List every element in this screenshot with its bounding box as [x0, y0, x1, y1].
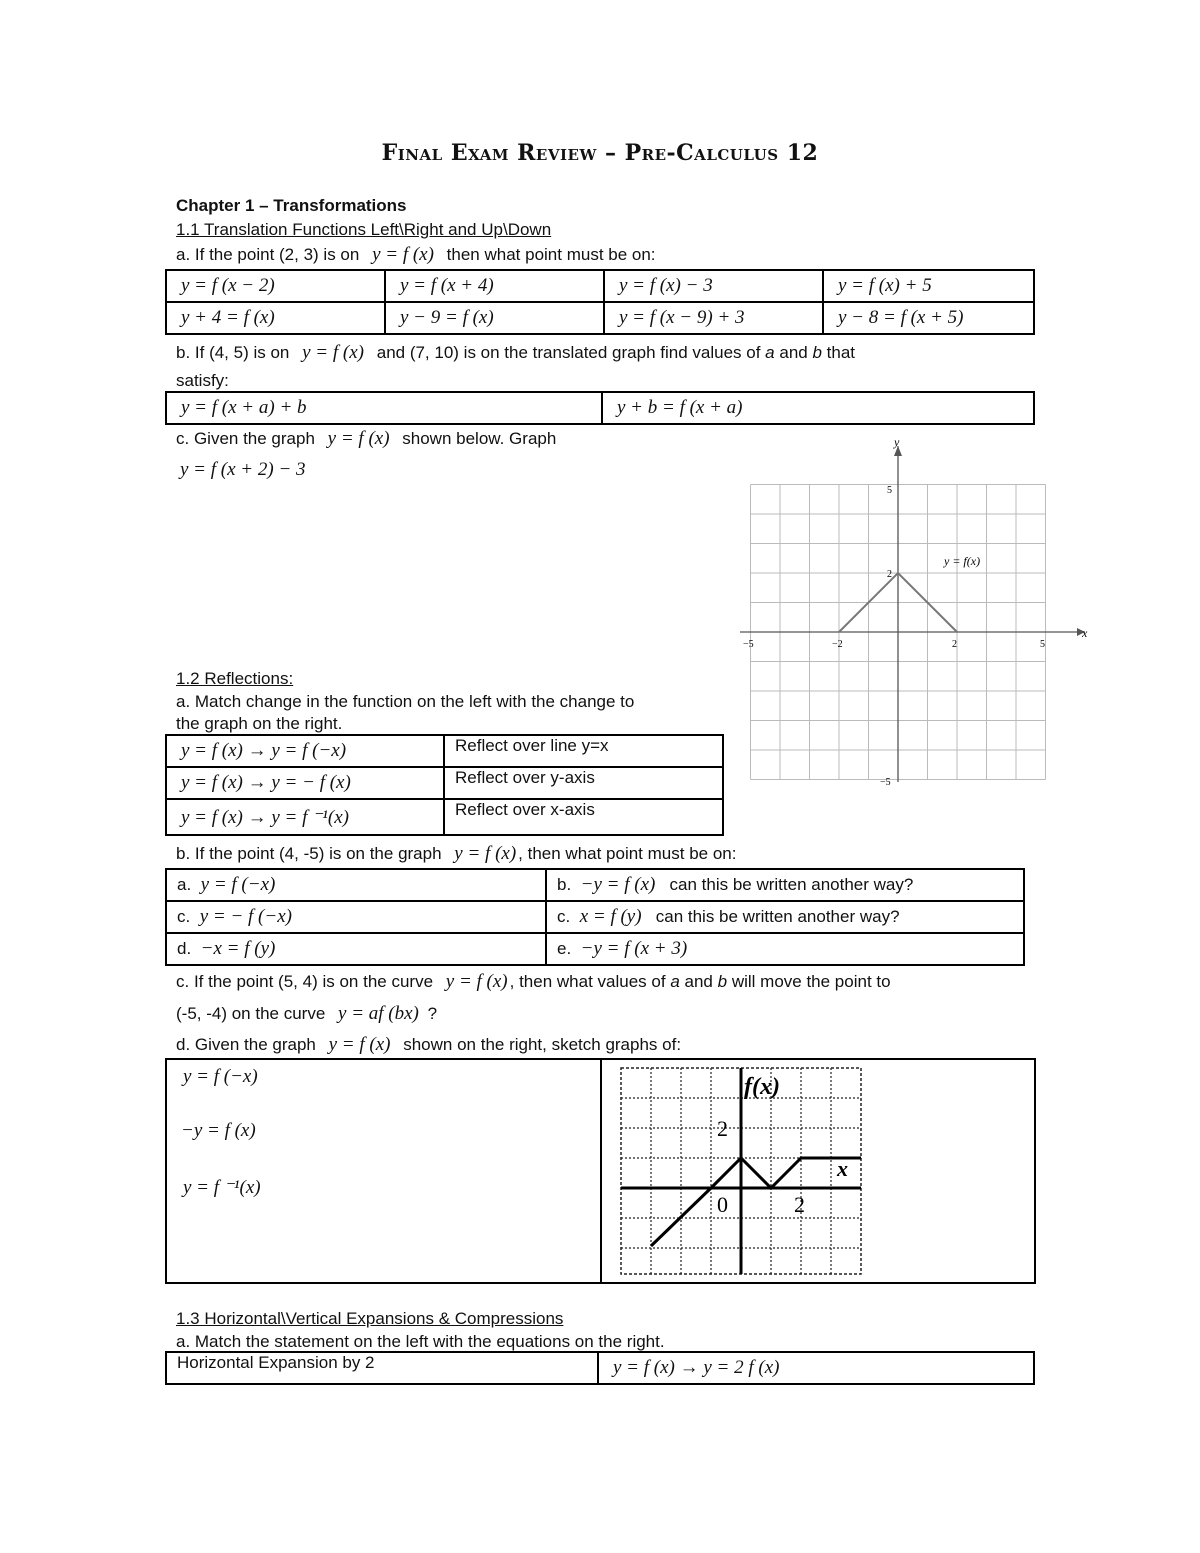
table-cell: Reflect over line y=x: [444, 735, 723, 767]
tick-label: 2: [952, 639, 957, 650]
y-axis-label: y: [894, 435, 900, 449]
table-cell: y − 9 = f (x): [385, 302, 604, 334]
table-cell: y = f (x + a) + b: [166, 392, 602, 424]
question-text: and: [684, 972, 713, 991]
question-text: that: [826, 343, 856, 362]
section-1-3-heading: 1.3 Horizontal\Vertical Expansions & Compressions: [176, 1309, 564, 1328]
section-1-1-heading: 1.1 Translation Functions Left\Right and Up\Down: [176, 220, 552, 239]
equation: y = f (x): [328, 1034, 391, 1055]
equation: y = f (−x): [200, 874, 276, 895]
tick-label: 2: [887, 569, 892, 580]
table-cell: [546, 869, 1024, 901]
question-text: , then what values of: [509, 972, 666, 991]
tick-label: −2: [832, 639, 843, 650]
question-1-2-c: [176, 971, 891, 993]
sketch-item: y = f ⁻¹(x): [183, 1177, 261, 1198]
function-label: f(x): [744, 1074, 780, 1100]
table-cell: y = f (x) − 3: [604, 270, 823, 302]
question-text: satisfy:: [176, 371, 229, 390]
table-cell: y − 8 = f (x + 5): [823, 302, 1034, 334]
question-text: a. Match change in the function on the left with the change to: [176, 692, 635, 711]
question-text: c. Given the graph: [176, 429, 315, 448]
item-label: a.: [177, 875, 192, 894]
equation: −x = f (y): [200, 938, 276, 959]
equation: x = f (y): [579, 906, 642, 927]
tick-label: 5: [1040, 639, 1045, 650]
question-1-1-a: [176, 244, 656, 266]
table-cell: y + 4 = f (x): [166, 302, 385, 334]
table-cell: y = f (x − 2): [166, 270, 385, 302]
equation: y = f (x): [302, 342, 364, 363]
table-cell: y = f (x) + 5: [823, 270, 1034, 302]
question-text: (-5, -4) on the curve: [176, 1004, 326, 1023]
table-cell: y = f (x) → y = f ⁻¹(x): [166, 799, 444, 835]
equation: y = − f (−x): [199, 906, 292, 927]
question-1-2-b: [176, 843, 736, 865]
tick-label: 5: [887, 485, 892, 496]
reflection-points-table: [165, 868, 1025, 966]
page-title: Final Exam Review – Pre-Calculus 12: [381, 140, 819, 166]
reflection-match-table: [165, 734, 724, 836]
question-1-1-c: [176, 428, 556, 450]
table-cell: [166, 933, 546, 965]
translation-b-table: [165, 391, 1035, 425]
expansion-match-table: [165, 1351, 1035, 1385]
function-label: y = f(x): [944, 554, 981, 568]
question-text: and (7, 10) is on the translated graph find values of: [376, 343, 761, 362]
table-cell: y = f (x) → y = f (−x): [166, 735, 444, 767]
sketch-item: y = f (−x): [183, 1066, 258, 1087]
question-text: a. If the point (2, 3) is on: [176, 245, 360, 264]
question-1-2-d: [176, 1034, 681, 1056]
tick-label: −5: [743, 639, 754, 650]
question-1-1-b: [176, 342, 855, 364]
equation: y = f (x): [372, 244, 434, 265]
table-cell: Reflect over y-axis: [444, 767, 723, 799]
question-text: then what point must be on:: [446, 245, 656, 264]
variable: a: [765, 343, 775, 362]
item-label: d.: [177, 939, 192, 958]
tick-label: 2: [794, 1192, 805, 1217]
table-cell: Horizontal Expansion by 2: [166, 1352, 598, 1384]
table-cell: [546, 901, 1024, 933]
question-text: c. If the point (5, 4) is on the curve: [176, 972, 434, 991]
table-cell: y = f (x) → y = − f (x): [166, 767, 444, 799]
question-text: and: [779, 343, 808, 362]
question-text: shown below. Graph: [402, 429, 557, 448]
item-label: c.: [557, 907, 571, 926]
item-label: b.: [557, 875, 572, 894]
graph-f-of-x: [740, 432, 1090, 792]
item-text: can this be written another way?: [669, 875, 914, 894]
function-curve: [651, 1158, 861, 1246]
table-cell: [166, 869, 546, 901]
table-cell: y = f (x − 9) + 3: [604, 302, 823, 334]
question-1-2-c-cont: [176, 1003, 437, 1025]
question-text: d. Given the graph: [176, 1035, 316, 1054]
question-text: shown on the right, sketch graphs of:: [403, 1035, 682, 1054]
table-cell: y = f (x + 4): [385, 270, 604, 302]
item-text: can this be written another way?: [655, 907, 900, 926]
table-cell: [546, 933, 1024, 965]
variable: b: [717, 972, 728, 991]
table-cell: y = f (x) → y = 2 f (x): [598, 1352, 1034, 1384]
equation: y = f (x + 2) − 3: [180, 459, 306, 480]
translation-table: [165, 269, 1035, 335]
sketch-item: −y = f (x): [181, 1120, 256, 1141]
tick-label: 0: [717, 1192, 728, 1217]
variable: b: [812, 343, 822, 362]
equation: y = f (x): [445, 971, 508, 992]
question-text: ?: [427, 1004, 438, 1023]
equation: −y = f (x): [580, 874, 656, 895]
chapter-heading: Chapter 1 – Transformations: [176, 196, 407, 215]
table-cell: Reflect over x-axis: [444, 799, 723, 835]
equation: −y = f (x + 3): [580, 938, 688, 959]
question-text: b. If (4, 5) is on: [176, 343, 290, 362]
equation: y = af (bx): [338, 1003, 419, 1024]
graph-f-of-x-dotted: [619, 1066, 865, 1278]
divider: [600, 1060, 602, 1282]
table-cell: [166, 901, 546, 933]
equation: y = f (x): [454, 843, 517, 864]
question-text: the graph on the right.: [176, 714, 343, 733]
item-label: e.: [557, 939, 572, 958]
sketch-box: [165, 1058, 1036, 1284]
x-axis-label: x: [837, 1156, 848, 1181]
equation: y = f (x): [327, 428, 390, 449]
question-text: , then what point must be on:: [518, 844, 737, 863]
question-text: will move the point to: [731, 972, 891, 991]
section-1-2-heading: 1.2 Reflections:: [176, 669, 294, 688]
question-text: b. If the point (4, -5) is on the graph: [176, 844, 442, 863]
table-cell: y + b = f (x + a): [602, 392, 1034, 424]
x-axis-label: x: [1082, 626, 1088, 640]
variable: a: [670, 972, 680, 991]
tick-label: −5: [880, 777, 891, 788]
tick-label: 2: [717, 1116, 728, 1141]
question-text: a. Match the statement on the left with the equations on the right.: [176, 1332, 665, 1351]
item-label: c.: [177, 907, 191, 926]
